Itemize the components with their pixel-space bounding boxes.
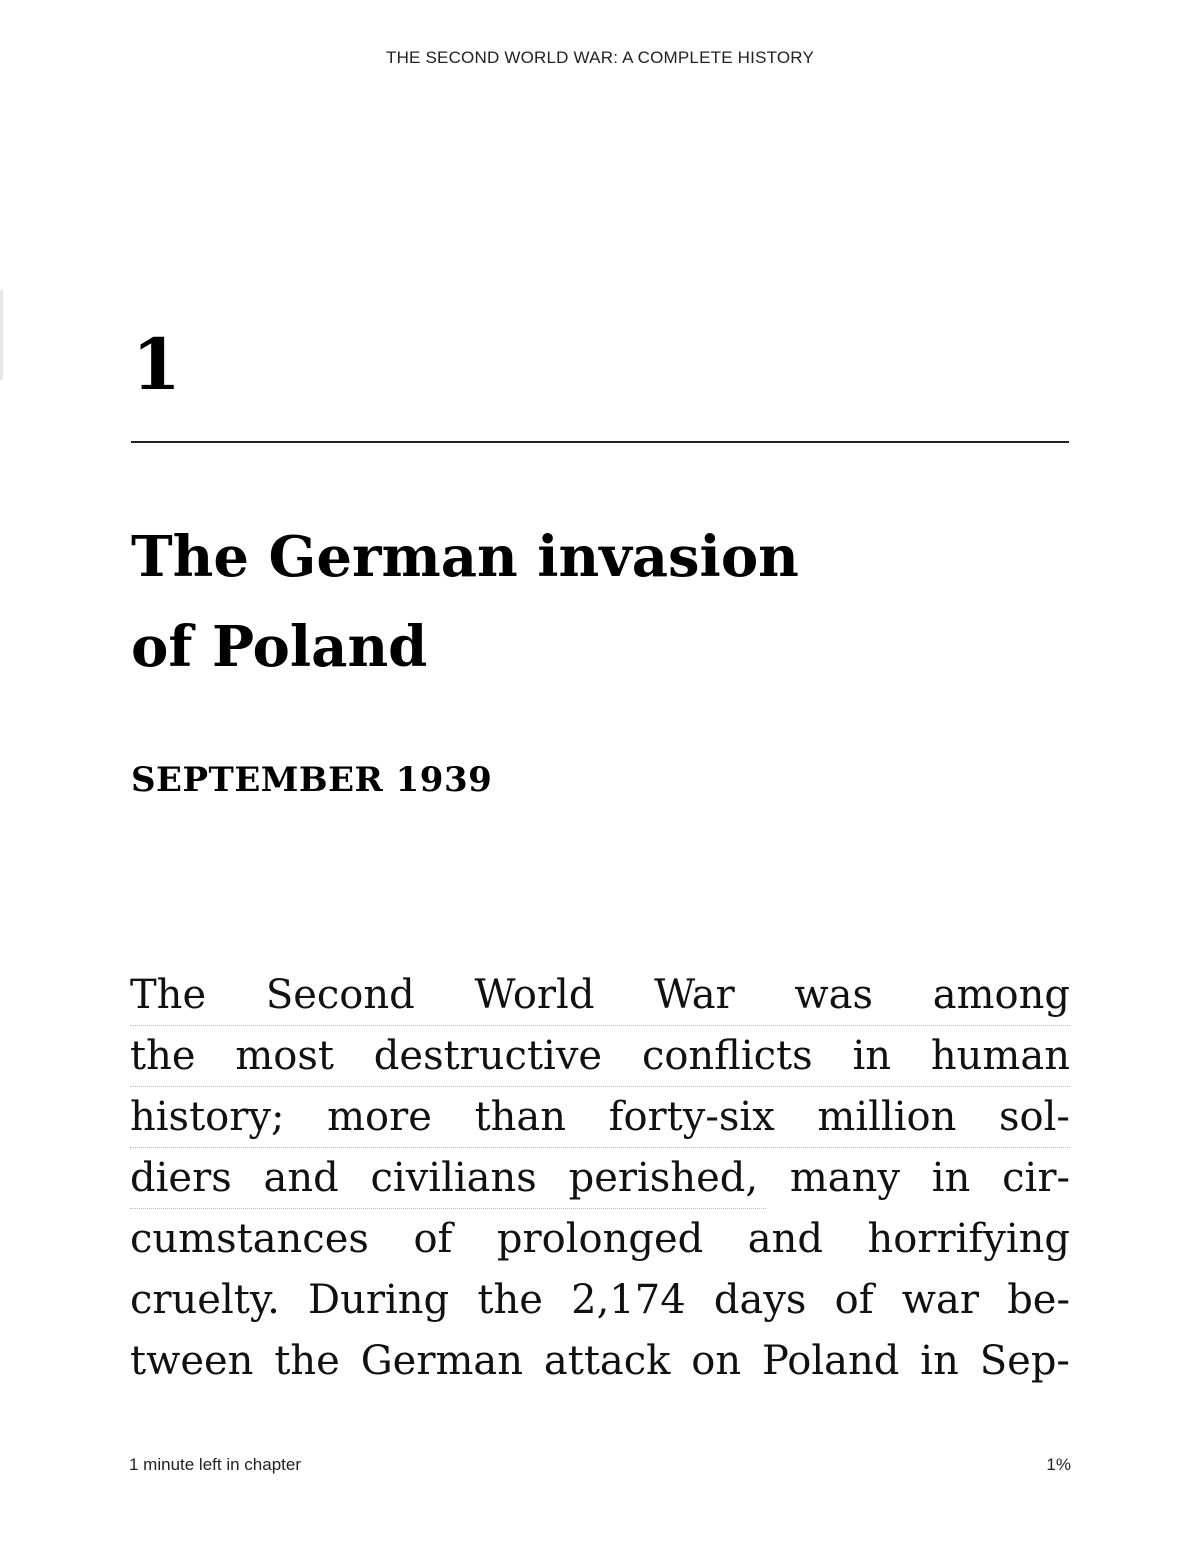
word: cumstances	[130, 1216, 369, 1262]
word: be-	[1007, 1277, 1070, 1323]
word: million	[817, 1094, 957, 1140]
body-line	[130, 967, 1070, 1028]
word: was	[794, 972, 874, 1018]
word: During	[308, 1277, 450, 1323]
chapter-number: 1	[132, 323, 181, 406]
word: the	[274, 1338, 340, 1384]
chapter-title	[131, 512, 1031, 692]
chapter-date-subtitle: SEPTEMBER 1939	[131, 760, 493, 800]
word: prolonged	[496, 1216, 704, 1262]
word: the	[130, 1033, 196, 1079]
book-title-header: THE SECOND WORLD WAR: A COMPLETE HISTORY	[385, 48, 815, 67]
word: history;	[130, 1094, 285, 1140]
body-line	[130, 1272, 1070, 1333]
word: the	[477, 1277, 543, 1323]
word: many	[789, 1155, 900, 1201]
word: diers	[130, 1155, 232, 1201]
word: most	[235, 1033, 334, 1079]
word: civilians	[370, 1155, 537, 1201]
word: in	[931, 1155, 971, 1201]
chapter-title-line-2: of Poland	[131, 614, 428, 680]
word: days	[713, 1277, 807, 1323]
body-line	[130, 1150, 1070, 1211]
highlight-underline[interactable]	[130, 1086, 1070, 1087]
word: on	[691, 1338, 742, 1384]
body-line	[130, 1089, 1070, 1150]
body-line	[130, 1211, 1070, 1272]
word: War	[654, 972, 735, 1018]
highlight-underline[interactable]	[130, 1208, 766, 1209]
word: conflicts	[641, 1033, 813, 1079]
word: among	[932, 972, 1070, 1018]
word: German	[360, 1338, 524, 1384]
chapter-title-line-1: The German invasion	[131, 524, 799, 590]
word: tween	[130, 1338, 254, 1384]
word: 2,174	[571, 1277, 686, 1323]
reading-progress: 1%	[1046, 1455, 1071, 1474]
word: of	[413, 1216, 453, 1262]
word: cruelty.	[130, 1277, 280, 1323]
word: Poland	[762, 1338, 900, 1384]
body-line	[130, 1333, 1070, 1394]
body-line	[130, 1028, 1070, 1089]
word: The	[130, 972, 207, 1018]
highlight-underline[interactable]	[130, 1025, 1070, 1026]
word: sol-	[999, 1094, 1070, 1140]
word: Sep-	[979, 1338, 1070, 1384]
word: in	[852, 1033, 892, 1079]
word: forty-six	[608, 1094, 775, 1140]
time-left-in-chapter: 1 minute left in chapter	[129, 1455, 301, 1474]
word: Second	[265, 972, 415, 1018]
word: and	[263, 1155, 339, 1201]
word: horrifying	[867, 1216, 1070, 1262]
highlight-underline[interactable]	[130, 1147, 1070, 1148]
word: cir-	[1002, 1155, 1070, 1201]
body-text[interactable]	[130, 967, 1070, 1394]
word: of	[834, 1277, 874, 1323]
word: in	[920, 1338, 959, 1384]
word: World	[474, 972, 595, 1018]
word: than	[474, 1094, 567, 1140]
word: and	[747, 1216, 823, 1262]
word: perished,	[568, 1155, 759, 1201]
page-edge-marker	[0, 290, 3, 380]
word: attack	[543, 1338, 671, 1384]
word: war	[901, 1277, 979, 1323]
word: human	[930, 1033, 1070, 1079]
word: more	[327, 1094, 432, 1140]
word: destructive	[373, 1033, 603, 1079]
chapter-divider	[131, 441, 1069, 443]
